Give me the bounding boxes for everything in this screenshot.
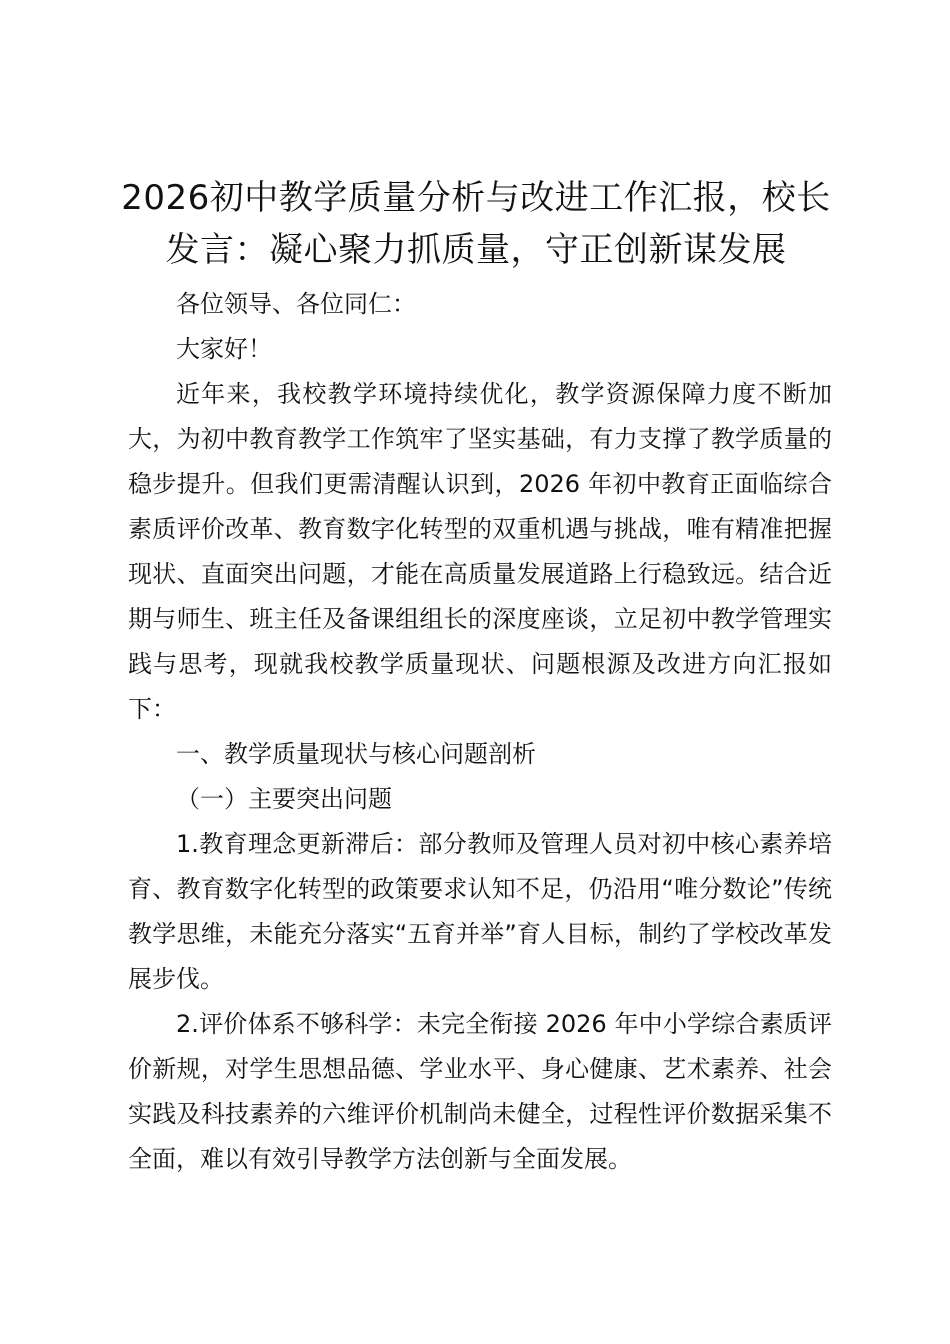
- document-body: [128, 282, 832, 1182]
- problem-item-2: 2.评价体系不够科学：未完全衔接 2026 年中小学综合素质评价新规，对学生思想品德、学业水平、身心健康、艺术素养、社会实践及科技素养的六维评价机制尚未健全，过程性评价数据采集不全面，难以有效引导教学方法创新与全面发展。: [128, 1010, 832, 1173]
- subsection-heading: （一）主要突出问题: [176, 785, 392, 813]
- greeting: 大家好！: [176, 335, 272, 363]
- salutation: 各位领导、各位同仁：: [176, 290, 416, 318]
- section-heading: 一、教学质量现状与核心问题剖析: [176, 740, 536, 768]
- problem-item-1: 1.教育理念更新滞后：部分教师及管理人员对初中核心素养培育、教育数字化转型的政策要求认知不足，仍沿用“唯分数论”传统教学思维，未能充分落实“五育并举”育人目标，制约了学校改革发展步伐。: [128, 830, 832, 993]
- intro-paragraph: 近年来，我校教学环境持续优化，教学资源保障力度不断加大，为初中教育教学工作筑牢了坚实基础，有力支撑了教学质量的稳步提升。但我们更需清醒认识到，2026 年初中教育正面临综合素质评价改革、教育数字化转型的双重机遇与挑战，唯有精准把握现状、直面突出问题，才能在高质量发展道路上行稳致远。结合近期与师生、班主任及备课组组长的深度座谈，立足初中教学管理实践与思考，现就我校教学质量现状、问题根源及改进方向汇报如下：: [128, 380, 832, 723]
- document-title: 2026初中教学质量分析与改进工作汇报，校长发言：凝心聚力抓质量，守正创新谋发展: [121, 178, 831, 270]
